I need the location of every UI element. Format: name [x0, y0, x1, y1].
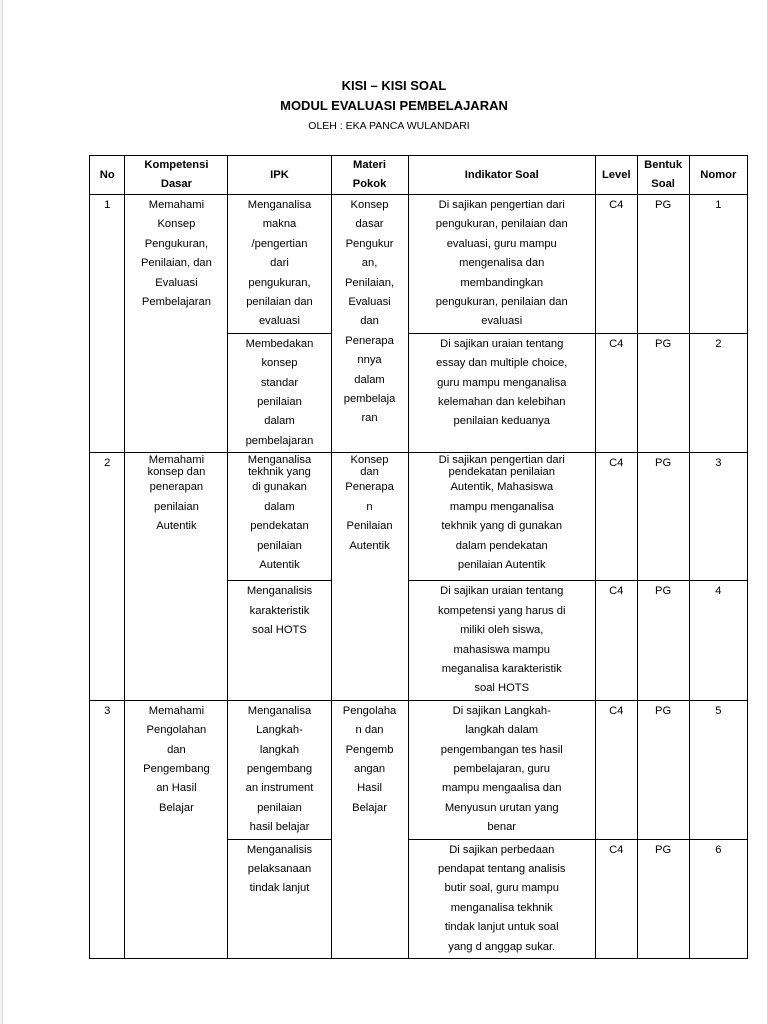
cell-materi-pokok: Pengolaha n dan Pengemb angan Hasil Belajar	[331, 700, 408, 958]
document-header	[0, 78, 768, 133]
cell-no: 2	[90, 453, 125, 700]
cell-bentuk-soal: PG	[637, 333, 689, 452]
cell-kompetensi-dasar: Memahami Konsep Pengukuran, Penilaian, dan Evaluasi Pembelajaran	[125, 195, 228, 453]
cell-ipk-top: Menganalisa tekhnik yang	[247, 454, 312, 479]
cell-kompetensi-dasar	[125, 453, 228, 700]
cell-indikator-soal: Di sajikan uraian tentang kompetensi yang harus di miliki oleh siswa, mahasiswa mampu meganalisa karakteristik soal HOTS	[408, 581, 595, 700]
cell-bentuk-soal: PG	[637, 453, 689, 581]
cell-ipk-rest: di gunakan dalam pendekatan penilaian Autentik	[250, 481, 309, 571]
header-nomor: Nomor	[689, 156, 747, 195]
cell-materi-pokok-top: Konsep dan	[350, 454, 389, 479]
document-author: OLEH : EKA PANCA WULANDARI	[308, 120, 470, 132]
cell-indikator-soal: Di sajikan uraian tentang essay dan multiple choice, guru mampu menganalisa kelemahan dan kelebihan penilaian keduanya	[408, 333, 595, 452]
cell-materi-pokok-rest: Penerapa n Penilaian Autentik	[345, 481, 394, 552]
document-title: KISI – KISI SOAL	[341, 78, 447, 93]
header-kompetensi-dasar: Kompetensi Dasar	[125, 156, 228, 195]
cell-nomor: 2	[689, 333, 747, 452]
cell-kompetensi-dasar: Memahami Pengolahan dan Pengembang an Hasil Belajar	[125, 700, 228, 958]
header-ipk: IPK	[228, 156, 331, 195]
header-bentuk-soal: Bentuk Soal	[637, 156, 689, 195]
cell-indikator-soal: Di sajikan perbedaan pendapat tentang analisis butir soal, guru mampu menganalisa tekhnik tindak lanjut untuk soal yang d anggap sukar.	[408, 839, 595, 958]
cell-nomor: 5	[689, 700, 747, 839]
table-row	[90, 195, 748, 334]
cell-bentuk-soal: PG	[637, 839, 689, 958]
kisi-kisi-table	[89, 155, 748, 959]
cell-kompetensi-dasar-top: Memahami konsep dan	[147, 454, 206, 479]
header-no: No	[90, 156, 125, 195]
cell-nomor: 6	[689, 839, 747, 958]
cell-no: 1	[90, 195, 125, 453]
cell-nomor: 4	[689, 581, 747, 700]
header-level: Level	[595, 156, 637, 195]
cell-nomor: 1	[689, 195, 747, 334]
cell-materi-pokok	[331, 453, 408, 700]
cell-ipk: Menganalisis karakteristik soal HOTS	[228, 581, 331, 700]
cell-indikator-soal	[408, 453, 595, 581]
cell-no: 3	[90, 700, 125, 958]
cell-ipk	[228, 453, 331, 581]
cell-indikator-soal-top: Di sajikan pengertian dari pendekatan penilaian	[438, 454, 565, 479]
cell-indikator-soal-rest: Autentik, Mahasiswa mampu menganalisa tekhnik yang di gunakan dalam pendekatan penilaian Autentik	[441, 481, 563, 571]
cell-bentuk-soal: PG	[637, 195, 689, 334]
cell-indikator-soal: Di sajikan Langkah- langkah dalam pengembangan tes hasil pembelajaran, guru mampu mengaalisa dan Menyusun urutan yang benar	[408, 700, 595, 839]
cell-level: C4	[595, 453, 637, 581]
document-subtitle: MODUL EVALUASI PEMBELAJARAN	[280, 98, 508, 113]
cell-ipk: Membedakan konsep standar penilaian dalam pembelajaran	[228, 333, 331, 452]
cell-kompetensi-dasar-rest: penerapan penilaian Autentik	[149, 481, 204, 533]
cell-materi-pokok: Konsep dasar Pengukur an, Penilaian, Evaluasi dan Penerapa nnya dalam pembelaja ran	[331, 195, 408, 453]
table-header-row	[90, 156, 748, 195]
header-indikator-soal: Indikator Soal	[408, 156, 595, 195]
cell-bentuk-soal: PG	[637, 700, 689, 839]
cell-level: C4	[595, 333, 637, 452]
table-row	[90, 700, 748, 839]
cell-level: C4	[595, 839, 637, 958]
cell-level: C4	[595, 581, 637, 700]
cell-nomor: 3	[689, 453, 747, 581]
cell-ipk: Menganalisa makna /pengertian dari pengukuran, penilaian dan evaluasi	[228, 195, 331, 334]
table-row	[90, 453, 748, 581]
cell-level: C4	[595, 700, 637, 839]
cell-ipk: Menganalisa Langkah- langkah pengembang an instrument penilaian hasil belajar	[228, 700, 331, 839]
cell-indikator-soal: Di sajikan pengertian dari pengukuran, penilaian dan evaluasi, guru mampu mengenalisa dan membandingkan pengukuran, penilaian dan evaluasi	[408, 195, 595, 334]
cell-ipk: Menganalisis pelaksanaan tindak lanjut	[228, 839, 331, 958]
cell-level: C4	[595, 195, 637, 334]
header-materi-pokok: Materi Pokok	[331, 156, 408, 195]
cell-bentuk-soal: PG	[637, 581, 689, 700]
